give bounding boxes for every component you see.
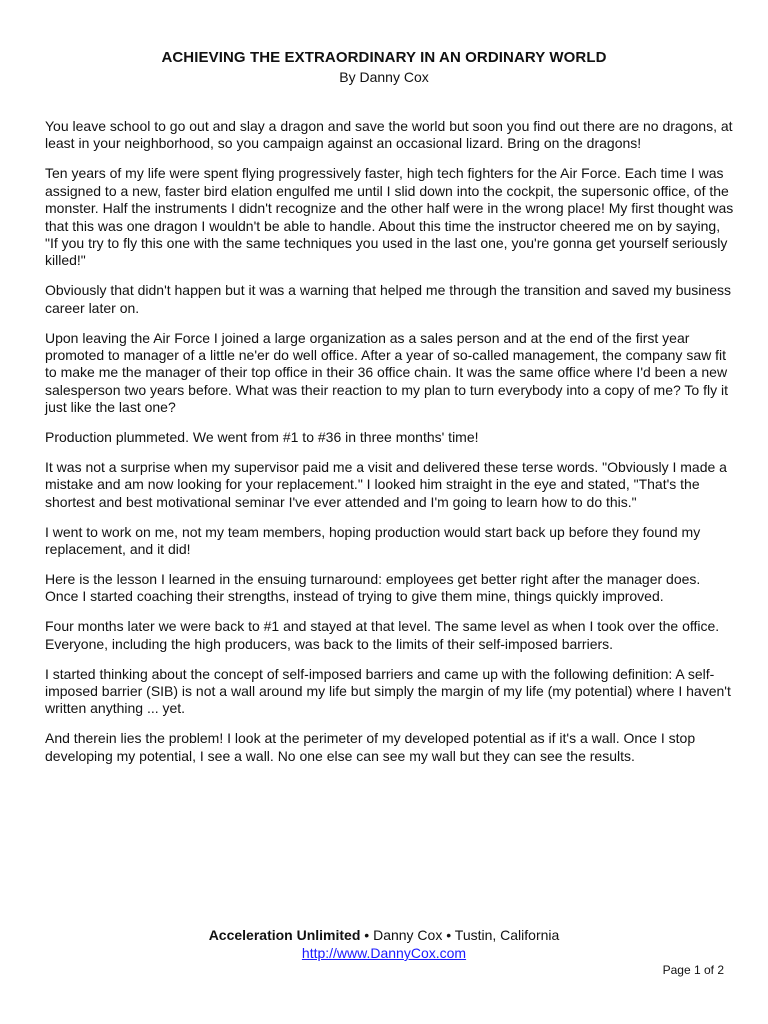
page-number: Page 1 of 2: [662, 963, 724, 977]
paragraph: You leave school to go out and slay a dragon and save the world but soon you find out there are no dragons, at least in your neighborhood, so you campaign against an occasional lizard. Bring on the dragons!: [45, 118, 733, 152]
footer-separator: •: [364, 927, 370, 943]
paragraph: Upon leaving the Air Force I joined a large organization as a sales person and at the end of the first year promoted to manager of a little ne'er do well office. After a year of so-called management, the company saw fit to make me the manager of their top office in their 36 office chain. It was the same office where I'd been a new salesperson two years before. What was their reaction to my plan to turn everybody into a copy of me? To fly it just like the last one?: [45, 329, 728, 416]
footer-line: [0, 926, 768, 944]
title-block: [0, 48, 768, 86]
paragraph: Obviously that didn't happen but it was a warning that helped me through the transition and saved my business career later on.: [45, 282, 731, 316]
footer-separator: •: [446, 927, 452, 943]
paragraph: I started thinking about the concept of self-imposed barriers and came up with the following definition: A self-imposed barrier (SIB) is not a wall around my life but simply the margin of my life (my potential) where I haven't written anything ... yet.: [45, 665, 731, 717]
footer-location: Tustin, California: [454, 927, 560, 943]
page-footer: [0, 926, 768, 962]
document-title: ACHIEVING THE EXTRAORDINARY IN AN ORDINARY WORLD: [161, 49, 607, 66]
paragraph: And therein lies the problem! I look at the perimeter of my developed potential as if it's a wall. Once I stop developing my potential, I see a wall. No one else can see my wall but they can see the results.: [45, 730, 696, 764]
paragraph: I went to work on me, not my team members, hoping production would start back up before they found my replacement, and it did!: [45, 523, 701, 558]
footer-name: Danny Cox: [373, 927, 443, 943]
footer-company: Acceleration Unlimited: [208, 927, 361, 943]
paragraph: Here is the lesson I learned in the ensuing turnaround: employees get better right after the manager does. Once I started coaching their strengths, instead of trying to give them mine, things quickly improved.: [45, 571, 701, 605]
document-body: [45, 118, 735, 778]
paragraph: It was not a surprise when my supervisor paid me a visit and delivered these terse words. "Obviously I made a mistake and am now looking for your replacement." I looked him straight in the eye and stated, "That's the shortest and best motivational seminar I've ever attended and I'm going to learn how to do this.": [45, 459, 727, 510]
paragraph: Ten years of my life were spent flying progressively faster, high tech fighters for the Air Force. Each time I was assigned to a new, faster bird elation engulfed me until I slid down into the cockpit, the supersonic office, of the monster. Half the instruments I didn't recognize and the other half were in the wrong place! My first thought was that this was one dragon I wouldn't be able to handle. About this time the instructor cheered me on by saying, "If you try to fly this one with the same techniques you used in the last one, you're gonna get yourself seriously killed!": [45, 165, 734, 269]
paragraph: Four months later we were back to #1 and stayed at that level. The same level as when I took over the office. Everyone, including the high producers, was back to the limits of their self-imposed barriers.: [45, 618, 720, 652]
website-link[interactable]: http://www.DannyCox.com: [301, 945, 467, 961]
document-author: By Danny Cox: [339, 69, 429, 85]
paragraph: Production plummeted. We went from #1 to #36 in three months' time!: [45, 429, 479, 446]
